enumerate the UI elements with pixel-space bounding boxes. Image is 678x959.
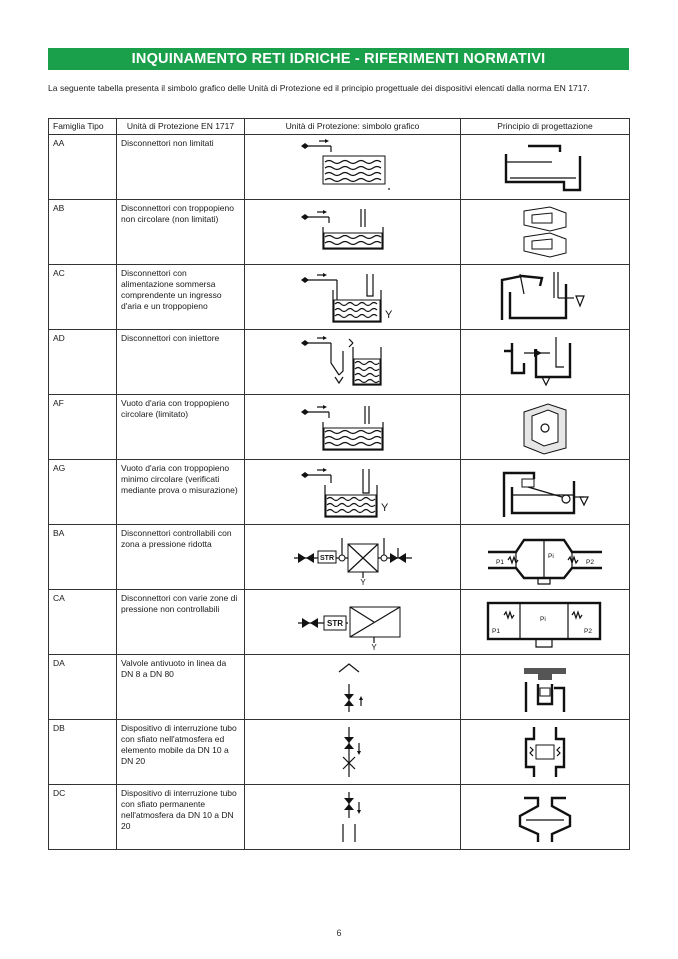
graphic-symbol-cell [245, 330, 461, 395]
p2-label: P2 [586, 559, 594, 566]
column-header-principle: Principio di progettazione [461, 119, 630, 135]
row-type-code: AD [49, 330, 117, 395]
injector-symbol [293, 333, 413, 391]
design-principle-cell [461, 330, 630, 395]
table-row [49, 395, 630, 460]
pipe-interrupter-permanent-symbol [293, 788, 413, 846]
page-title: INQUINAMENTO RETI IDRICHE - RIFERIMENTI NORMATIVI [131, 51, 546, 67]
column-header-symbol: Unità di Protezione: simbolo grafico [245, 119, 461, 135]
row-description: Disconnettori con troppopieno non circolare (non limitati) [117, 200, 245, 265]
table-row [49, 655, 630, 720]
norm-table [48, 118, 630, 850]
pi-label: Pi [548, 553, 554, 560]
table-row [49, 330, 630, 395]
design-principle-cell [461, 395, 630, 460]
overflow-tank-symbol [293, 203, 413, 261]
row-type-code: AA [49, 135, 117, 200]
submerged-feed-principle-drawing [490, 268, 600, 326]
open-tank-principle-drawing [490, 138, 600, 196]
pipe-interrupter-moving-drawing [490, 723, 600, 781]
multi-zone-disconnector-symbol [288, 593, 418, 651]
intro-text: La seguente tabella presenta il simbolo grafico delle Unità di Protezione ed il principio progettuale dei dispositivi elencati dalla norma EN 1717. [48, 83, 590, 93]
vacuum-breaker-symbol [293, 658, 413, 716]
graphic-symbol-cell [245, 265, 461, 330]
row-type-code: DA [49, 655, 117, 720]
p1-label: P1 [496, 559, 504, 566]
graphic-symbol-cell [245, 135, 461, 200]
design-principle-cell [461, 460, 630, 525]
row-description: Disconnettori con alimentazione sommersa comprendente un ingresso d'aria e un troppopieno [117, 265, 245, 330]
minimum-overflow-tank-symbol [293, 463, 413, 521]
pipe-interrupter-permanent-drawing [490, 788, 600, 846]
graphic-symbol-cell [245, 655, 461, 720]
table-row [49, 200, 630, 265]
row-description: Disconnettori controllabili con zona a pressione ridotta [117, 525, 245, 590]
row-description: Vuoto d'aria con troppopieno circolare (limitato) [117, 395, 245, 460]
column-header-type: Famiglia Tipo [49, 119, 117, 135]
row-type-code: AB [49, 200, 117, 265]
graphic-symbol-cell [245, 720, 461, 785]
air-gap-tank-symbol [293, 138, 413, 196]
row-type-code: CA [49, 590, 117, 655]
graphic-symbol-cell [245, 525, 461, 590]
table-row [49, 720, 630, 785]
design-principle-cell [461, 265, 630, 330]
circular-overflow-bracket-drawing [490, 398, 600, 456]
table-row [49, 135, 630, 200]
row-type-code: DC [49, 785, 117, 850]
graphic-symbol-cell [245, 200, 461, 265]
reduced-pressure-principle-drawing [480, 528, 610, 586]
table-row [49, 265, 630, 330]
y-label: Y [359, 578, 366, 586]
row-description: Disconnettori non limitati [117, 135, 245, 200]
row-description: Dispositivo di interruzione tubo con sfiato permanente nell'atmosfera da DN 10 a DN 20 [117, 785, 245, 850]
row-type-code: AF [49, 395, 117, 460]
pipe-interrupter-moving-symbol [293, 723, 413, 781]
circular-overflow-tank-symbol [293, 398, 413, 456]
design-principle-cell [461, 200, 630, 265]
y-label: Y [380, 502, 388, 514]
table-row [49, 460, 630, 525]
page-title-banner [48, 48, 629, 70]
graphic-symbol-cell [245, 590, 461, 655]
design-principle-cell [461, 525, 630, 590]
row-type-code: AC [49, 265, 117, 330]
strainer-label: STR [319, 555, 334, 562]
graphic-symbol-cell [245, 395, 461, 460]
injector-principle-drawing [490, 333, 600, 391]
row-description: Dispositivo di interruzione tubo con sfiato nell'atmosfera ed elemento mobile da DN 10 a DN 20 [117, 720, 245, 785]
row-type-code: AG [49, 460, 117, 525]
design-principle-cell [461, 720, 630, 785]
vacuum-breaker-principle-drawing [490, 658, 600, 716]
row-description: Disconnettori con iniettore [117, 330, 245, 395]
multi-zone-principle-drawing [480, 593, 610, 651]
row-description: Disconnettori con varie zone di pressione non controllabili [117, 590, 245, 655]
reduced-pressure-disconnector-symbol [288, 528, 418, 586]
table-row [49, 590, 630, 655]
strainer-label: STR [326, 619, 343, 628]
table-row [49, 525, 630, 590]
float-valve-principle-drawing [490, 463, 600, 521]
p1-label: P1 [492, 628, 500, 635]
y-label: Y [384, 309, 392, 321]
design-principle-cell [461, 135, 630, 200]
graphic-symbol-cell [245, 460, 461, 525]
row-type-code: BA [49, 525, 117, 590]
row-description: Vuoto d'aria con troppopieno minimo circolare (verificati mediante prova o misurazione) [117, 460, 245, 525]
pi-label: Pi [540, 616, 546, 623]
page-number: 6 [336, 928, 342, 938]
p2-label: P2 [584, 628, 592, 635]
row-description: Valvole antivuoto in linea da DN 8 a DN 80 [117, 655, 245, 720]
graphic-symbol-cell [245, 785, 461, 850]
design-principle-cell [461, 785, 630, 850]
y-label: Y [370, 643, 377, 651]
submerged-feed-symbol [293, 268, 413, 326]
table-header-row [49, 119, 630, 135]
column-header-unit: Unità di Protezione EN 1717 [117, 119, 245, 135]
row-type-code: DB [49, 720, 117, 785]
non-circular-overflow-drawing [490, 203, 600, 261]
design-principle-cell [461, 590, 630, 655]
table-row [49, 785, 630, 850]
design-principle-cell [461, 655, 630, 720]
